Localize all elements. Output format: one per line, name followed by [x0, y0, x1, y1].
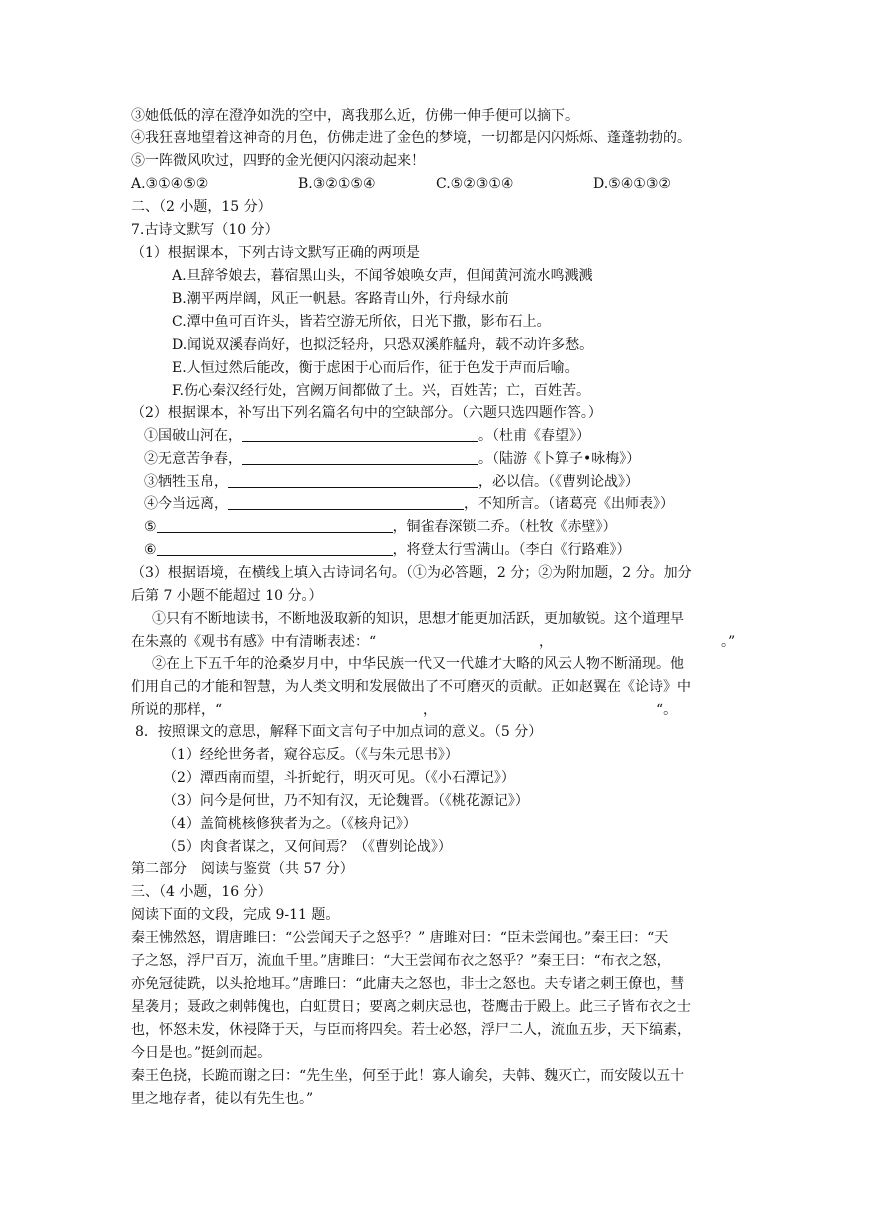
part2-header: 第二部分 阅读与鉴赏（共 57 分） [131, 861, 354, 877]
passage-p1-line5: 也，怀怒未发，休祲降于天，与臣而将四矣。若士必怒，浮尸二人，流血五步，天下缟素， [131, 1022, 691, 1038]
passage-p1-line2: 子之怒，浮尸百万，流血千里。”唐雎曰：“大王尝闻布衣之怒乎？”秦王曰：“布衣之怒， [131, 953, 671, 969]
section3-header: 三、（4 小题，16 分） [131, 884, 272, 900]
q7-2-line-post: ，铜雀春深锁二乔。（杜牧《赤壁》） [392, 519, 617, 535]
q6-option-c[interactable]: C.⑤②③①④ [436, 176, 514, 192]
q7-1-option-a[interactable]: A.旦辞爷娘去，暮宿黑山头，不闻爷娘唤女声，但闻黄河流水鸣溅溅 [172, 268, 593, 284]
q7-title: 7.古诗文默写（10 分） [131, 222, 279, 238]
q8-title: 8．按照课文的意思，解释下面文言句子中加点词的意义。（5 分） [135, 724, 543, 740]
q7-1-option-e[interactable]: E.人恒过然后能改，衡于虑困于心而后作，征于色发于声而后喻。 [172, 360, 579, 376]
passage-p1-line4: 星袭月；聂政之刺韩傀也，白虹贯日；要离之刺庆忌也，苍鹰击于殿上。此三子皆布衣之士 [131, 999, 691, 1015]
q7-2-line-post: ，将登太行雪满山。（李白《行路难》） [392, 542, 631, 558]
answer-blank[interactable] [242, 450, 478, 465]
q7-3-prompt-line2: 后第 7 小题不能超过 10 分。） [131, 588, 323, 604]
q8-item-4: （4）盖简桃核修狭者为之。（《核舟记》） [163, 816, 417, 832]
answer-blank[interactable] [228, 473, 478, 488]
q6-item-3: ③她低低的淳在澄净如洗的空中，离我那么近，仿佛一伸手便可以摘下。 [131, 108, 579, 124]
q7-3-para2-line3 [131, 700, 741, 720]
q7-3-para2-end: “。 [656, 702, 678, 718]
passage-p2-line2: 里之地存者，徒以有先生也。” [131, 1091, 314, 1107]
q7-2-line-post: 。（杜甫《春望》） [478, 428, 590, 444]
q7-3-para2-comma: ， [423, 702, 437, 718]
q6-item-4: ④我狂喜地望着这神奇的月色，仿佛走进了金色的梦境，一切都是闪闪烁烁、蓬蓬勃勃的。 [131, 130, 691, 146]
passage-p1-line1: 秦王怫然怒，谓唐雎曰：“公尝闻天子之怒乎？” 唐雎对曰：“臣未尝闻也。”秦王曰：“天 [131, 930, 669, 946]
q7-2-line-pre: ④今当远离， [144, 496, 228, 512]
q8-item-5: （5）肉食者谋之，又何间焉？（《曹刿论战》） [163, 839, 452, 855]
q6-option-d[interactable]: D.⑤④①③② [593, 176, 671, 192]
q8-item-3: （3）问今是何世，乃不知有汉，无论魏晋。（《桃花源记》） [163, 793, 529, 809]
q7-1-option-b[interactable]: B.潮平两岸阔，风正一帆悬。客路青山外，行舟绿水前 [172, 291, 509, 307]
q7-2-line-pre: ②无意苦争春， [144, 451, 242, 467]
q7-2-line-6 [144, 540, 631, 560]
q7-2-line-pre: ⑥ [144, 542, 157, 558]
q7-2-line-2 [144, 449, 640, 469]
q7-1-option-c[interactable]: C.潭中鱼可百许头，皆若空游无所依，日光下撒，影布石上。 [172, 314, 551, 330]
answer-blank[interactable] [157, 541, 393, 556]
q7-3-para2-line1: ②在上下五千年的沧桑岁月中，中华民族一代又一代雄才大略的风云人物不断涌现。他 [152, 656, 684, 672]
q7-3-para2-line2: 们用自己的才能和智慧，为人类文明和发展做出了不可磨灭的贡献。正如赵翼在《论诗》中 [131, 679, 691, 695]
q7-2-line-post: 。（陆游《卜算子•咏梅》） [478, 451, 641, 467]
q7-3-para2-text: 所说的那样，“ [131, 702, 223, 718]
section2-header: 二、（2 小题，15 分） [131, 199, 272, 215]
q7-2-line-post: ，必以信。（《曹刿论战》） [478, 474, 639, 490]
q8-item-1: （1）经纶世务者，窥谷忘反。（《与朱元思书》） [163, 747, 459, 763]
passage-p1-line3: 亦免冠徒跣，以头抢地耳。”唐雎曰：“此庸夫之怒也，非士之怒也。夫专诸之刺王僚也，彗 [131, 976, 685, 992]
reading-instruction: 阅读下面的文段，完成 9-11 题。 [131, 907, 340, 923]
passage-p2-line1: 秦王色挠，长跪而谢之曰：“先生坐，何至于此！寡人谕矣，夫韩、魏灭亡，而安陵以五十 [131, 1068, 685, 1084]
answer-blank[interactable] [157, 518, 393, 533]
q7-3-para1-comma: ， [539, 634, 553, 650]
q7-1-option-d[interactable]: D.闻说双溪春尚好，也拟泛轻舟，只恐双溪舴艋舟，载不动许多愁。 [172, 337, 594, 353]
q6-item-5: ⑤一阵微风吹过，四野的金光便闪闪滚动起来！ [131, 153, 425, 169]
q7-1-option-f[interactable]: F.伤心秦汉经行处，宫阙万间都做了土。兴，百姓苦；亡，百姓苦。 [172, 383, 590, 399]
q7-2-line-5 [144, 517, 617, 537]
q7-3-prompt-line1: （3）根据语境，在横线上填入古诗词名句。（①为必答题，2 分；②为附加题，2 分。加分 [131, 565, 692, 581]
passage-p1-line6: 今日是也。”挺剑而起。 [131, 1045, 272, 1061]
q7-2-line-pre: ①国破山河在， [144, 428, 242, 444]
q7-3-para1-end: 。” [721, 634, 736, 650]
q7-3-para1-text: 在朱熹的《观书有感》中有清晰表述：“ [131, 634, 377, 650]
q8-item-2: （2）潭西南而望，斗折蛇行，明灭可见。（《小石潭记》） [163, 770, 515, 786]
q7-3-para1-line2 [131, 632, 741, 652]
q7-2-line-pre: ③牺牲玉帛， [144, 474, 228, 490]
q7-2-line-post: ，不知所言。（诸葛亮《出师表》） [464, 496, 674, 512]
q7-2-line-4 [144, 494, 674, 514]
answer-blank[interactable] [242, 427, 478, 442]
answer-blank[interactable] [228, 495, 464, 510]
q6-option-b[interactable]: B.③②①⑤④ [298, 176, 376, 192]
q7-3-para1-line1: ①只有不断地读书，不断地汲取新的知识，思想才能更加活跃，更加敏锐。这个道理早 [152, 611, 684, 627]
q7-2-line-1 [144, 426, 590, 446]
q7-2-line-3 [144, 472, 639, 492]
q7-1-prompt: （1）根据课本，下列古诗文默写正确的两项是 [131, 245, 420, 261]
q6-option-a[interactable]: A.③①④⑤② [131, 176, 209, 192]
q7-2-line-pre: ⑤ [144, 519, 157, 535]
q7-2-prompt: （2）根据课本，补写出下列名篇名句中的空缺部分。（六题只选四题作答。） [131, 405, 602, 421]
